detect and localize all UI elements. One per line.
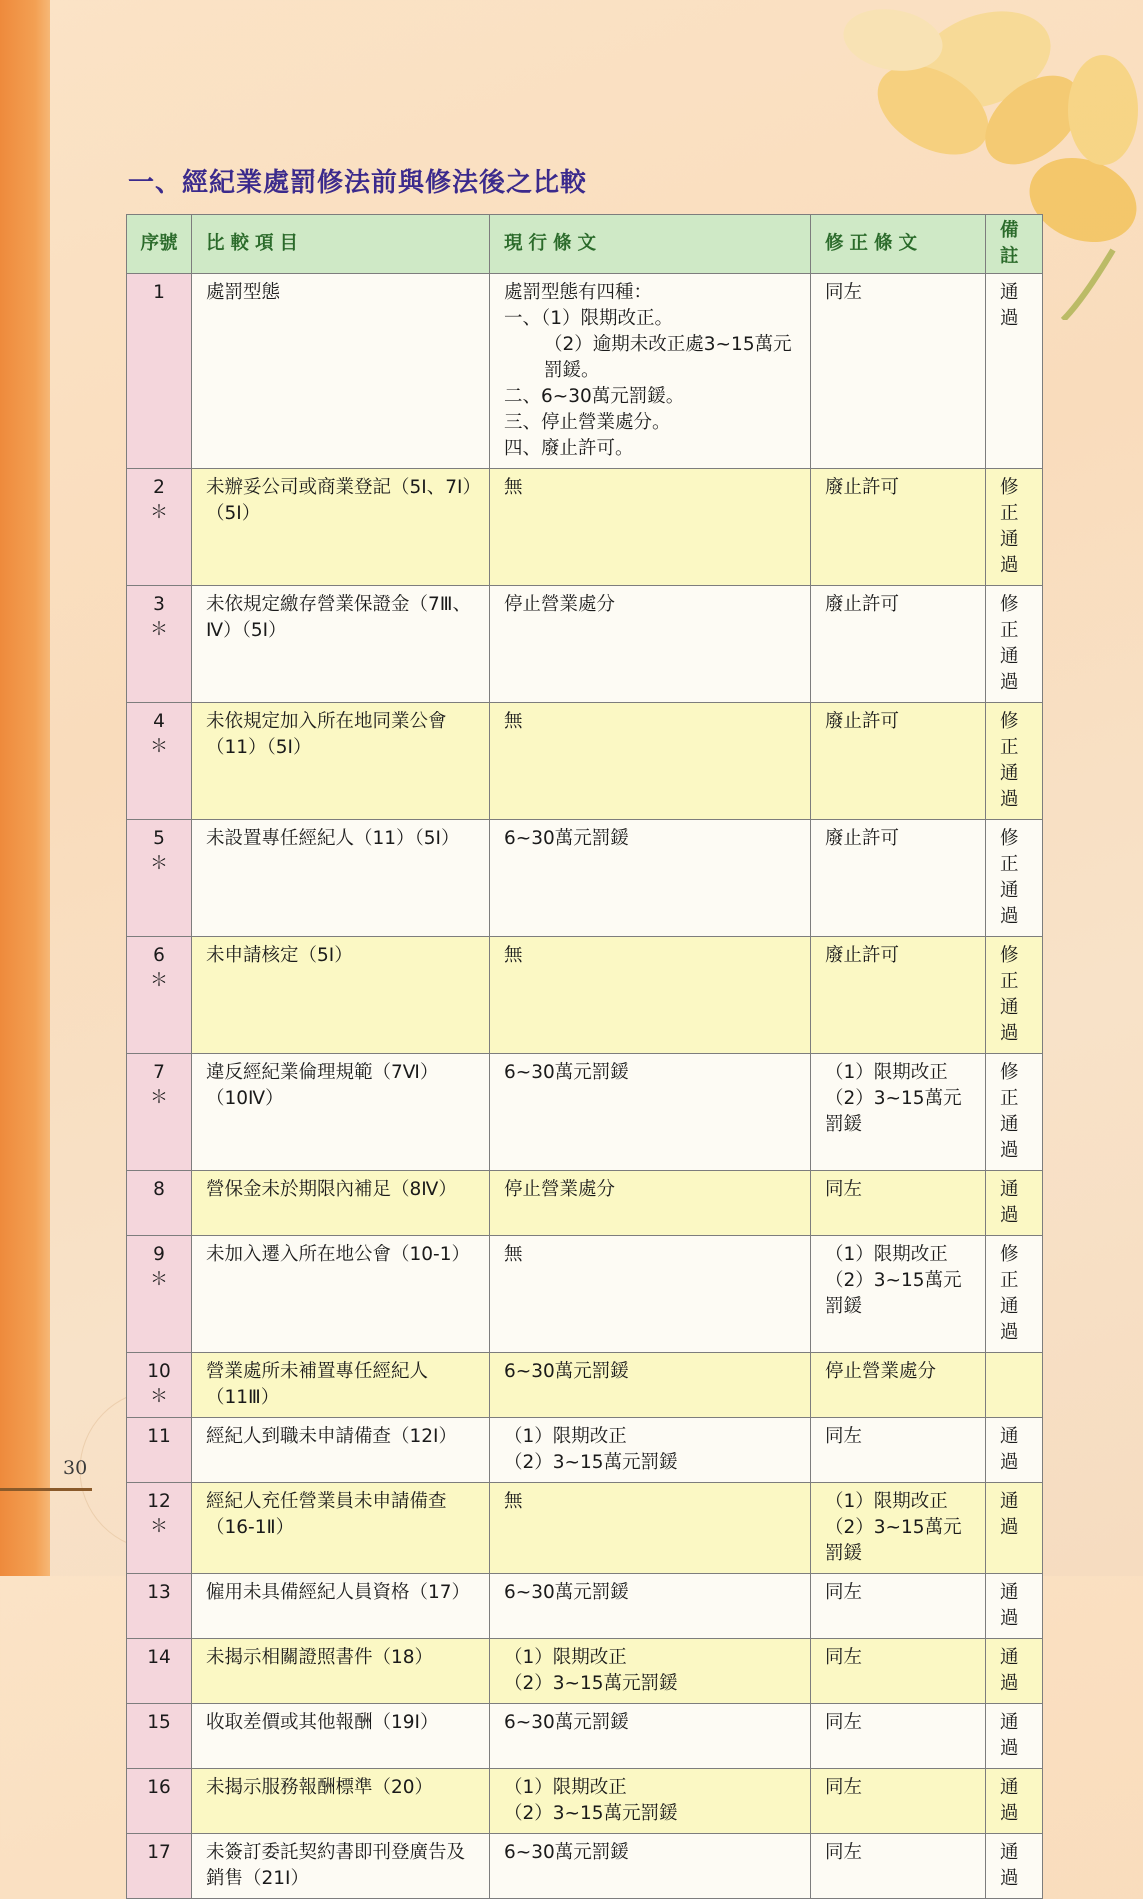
row-note-line: 通過 (1000, 529, 1019, 576)
row-current-line: （1）限期改正 (504, 1426, 627, 1447)
row-star: ＊ (150, 502, 168, 523)
row-seq: 8 (153, 1179, 165, 1200)
page-number: 30 (63, 1457, 88, 1479)
row-current-cell (490, 1834, 811, 1899)
row-seq-cell (127, 1639, 192, 1704)
row-revised-line: 同左 (825, 1712, 863, 1733)
table-row (127, 1171, 1043, 1236)
row-current-cell (490, 274, 811, 469)
row-seq: 1 (153, 282, 165, 303)
row-current-cell (490, 1353, 811, 1418)
table-row (127, 469, 1043, 586)
row-note-cell (986, 1353, 1043, 1418)
row-current-line: （1）限期改正 (504, 1777, 627, 1798)
row-revised-line: （1）限期改正 (825, 1491, 948, 1512)
row-item: 未申請核定（5Ⅰ） (192, 937, 490, 1054)
row-revised-line: （2）3~15萬元罰鍰 (825, 1517, 962, 1564)
row-star: ＊ (150, 1516, 168, 1537)
page-title: 一、經紀業處罰修法前與修法後之比較 (128, 168, 588, 198)
row-note-line: 通過 (1000, 1114, 1019, 1161)
header-item: 比較項目 (192, 215, 490, 274)
row-revised-cell (811, 937, 986, 1054)
row-note-line: 通過 (1000, 1842, 1019, 1889)
row-seq-cell (127, 1574, 192, 1639)
row-note-cell (986, 1171, 1043, 1236)
header-current: 現行條文 (490, 215, 811, 274)
row-seq-cell (127, 586, 192, 703)
left-accent-bar (0, 0, 50, 1576)
row-note-line: 通過 (1000, 282, 1019, 329)
row-current-cell (490, 1704, 811, 1769)
row-note-cell (986, 469, 1043, 586)
row-note-line: 修正 (1000, 594, 1019, 641)
row-seq-cell (127, 1353, 192, 1418)
row-current-cell (490, 1418, 811, 1483)
row-revised-line: 廢止許可 (825, 594, 900, 615)
row-note-cell (986, 1483, 1043, 1574)
row-item: 收取差價或其他報酬（19Ⅰ） (192, 1704, 490, 1769)
row-item: 營保金未於期限內補足（8Ⅳ） (192, 1171, 490, 1236)
row-note-line: 修正 (1000, 945, 1019, 992)
row-revised-cell (811, 1574, 986, 1639)
row-star: ＊ (150, 853, 168, 874)
row-seq: 2 (153, 477, 165, 498)
row-item: 未簽訂委託契約書即刊登廣告及銷售（21Ⅰ） (192, 1834, 490, 1899)
header-seq: 序號 (127, 215, 192, 274)
comparison-table (126, 214, 1043, 1899)
row-note-cell (986, 274, 1043, 469)
row-item: 未設置專任經紀人（11）（5Ⅰ） (192, 820, 490, 937)
row-seq: 14 (147, 1647, 171, 1668)
row-revised-line: 同左 (825, 1842, 863, 1863)
row-seq: 15 (147, 1712, 171, 1733)
row-item: 未加入遷入所在地公會（10-1） (192, 1236, 490, 1353)
row-revised-cell (811, 1054, 986, 1171)
row-note-line: 通過 (1000, 1647, 1019, 1694)
row-note-cell (986, 1054, 1043, 1171)
row-seq-cell (127, 1054, 192, 1171)
row-item: 經紀人到職未申請備查（12Ⅰ） (192, 1418, 490, 1483)
row-seq-cell (127, 703, 192, 820)
row-current-line: 停止營業處分 (504, 594, 616, 615)
row-note-line: 修正 (1000, 477, 1019, 524)
row-current-line: 無 (504, 1491, 523, 1512)
row-seq: 16 (147, 1777, 171, 1798)
row-note-line: 修正 (1000, 828, 1019, 875)
row-note-cell (986, 820, 1043, 937)
table-row (127, 1353, 1043, 1418)
row-star: ＊ (150, 1386, 168, 1407)
row-revised-line: 廢止許可 (825, 477, 900, 498)
row-current-cell (490, 937, 811, 1054)
row-item: 違反經紀業倫理規範（7Ⅵ）（10Ⅳ） (192, 1054, 490, 1171)
row-revised-line: 同左 (825, 1647, 863, 1668)
row-current-line: 6~30萬元罰鍰 (504, 1582, 629, 1603)
row-current-line: 處罰型態有四種： (504, 282, 653, 303)
row-note-cell (986, 1639, 1043, 1704)
table-row (127, 1483, 1043, 1574)
row-revised-line: （1）限期改正 (825, 1244, 948, 1265)
table-header-row (127, 215, 1043, 274)
row-item: 處罰型態 (192, 274, 490, 469)
table-row (127, 1418, 1043, 1483)
row-revised-line: 同左 (825, 1179, 863, 1200)
row-note-cell (986, 1418, 1043, 1483)
row-note-line: 通過 (1000, 1296, 1019, 1343)
row-note-cell (986, 1834, 1043, 1899)
row-revised-cell (811, 1834, 986, 1899)
table-row (127, 820, 1043, 937)
row-star: ＊ (150, 1087, 168, 1108)
row-revised-cell (811, 1171, 986, 1236)
row-revised-cell (811, 820, 986, 937)
row-current-cell (490, 469, 811, 586)
row-note-line: 修正 (1000, 711, 1019, 758)
row-seq: 6 (153, 945, 165, 966)
row-seq: 13 (147, 1582, 171, 1603)
row-seq: 12 (147, 1491, 171, 1512)
row-note-cell (986, 586, 1043, 703)
row-current-line: 一、（1）限期改正。 (504, 308, 674, 329)
row-revised-cell (811, 586, 986, 703)
row-current-line: 無 (504, 711, 523, 732)
row-item: 未依規定繳存營業保證金（7Ⅲ、Ⅳ）（5Ⅰ） (192, 586, 490, 703)
row-current-line: 無 (504, 945, 523, 966)
row-current-cell (490, 703, 811, 820)
row-note-cell (986, 1574, 1043, 1639)
table-row (127, 1704, 1043, 1769)
table-row (127, 1834, 1043, 1899)
page-number-rule (0, 1488, 92, 1491)
table-row (127, 703, 1043, 820)
row-current-cell (490, 1171, 811, 1236)
row-star: ＊ (150, 619, 168, 640)
row-current-line: （2）3~15萬元罰鍰 (504, 1452, 678, 1473)
row-seq: 10 (147, 1361, 171, 1382)
table-row (127, 1639, 1043, 1704)
row-seq-cell (127, 1769, 192, 1834)
row-revised-cell (811, 1639, 986, 1704)
row-revised-line: 同左 (825, 1426, 863, 1447)
row-current-cell (490, 586, 811, 703)
row-seq-cell (127, 1483, 192, 1574)
row-note-line: 通過 (1000, 763, 1019, 810)
row-current-line: 停止營業處分 (504, 1179, 616, 1200)
row-current-line: 四、廢止許可。 (504, 438, 634, 459)
row-seq-cell (127, 1236, 192, 1353)
row-note-line: 修正 (1000, 1062, 1019, 1109)
row-revised-cell (811, 469, 986, 586)
row-note-line: 通過 (1000, 1712, 1019, 1759)
row-seq: 17 (147, 1842, 171, 1863)
row-current-line: 6~30萬元罰鍰 (504, 1361, 629, 1382)
row-current-line: 6~30萬元罰鍰 (504, 1062, 629, 1083)
row-note-line: 通過 (1000, 1491, 1019, 1538)
row-revised-line: （1）限期改正 (825, 1062, 948, 1083)
row-current-line: （2）3~15萬元罰鍰 (504, 1803, 678, 1824)
row-current-line: 6~30萬元罰鍰 (504, 1712, 629, 1733)
row-note-line: 通過 (1000, 1179, 1019, 1226)
table-body (127, 274, 1043, 1899)
row-revised-line: （2）3~15萬元罰鍰 (825, 1270, 962, 1317)
row-current-line: 無 (504, 1244, 523, 1265)
row-note-cell (986, 1236, 1043, 1353)
row-current-line: （1）限期改正 (504, 1647, 627, 1668)
row-current-line: 6~30萬元罰鍰 (504, 828, 629, 849)
row-revised-cell (811, 274, 986, 469)
row-seq-cell (127, 820, 192, 937)
row-note-cell (986, 937, 1043, 1054)
row-current-line: （2）逾期未改正處3~15萬元罰鍰。 (544, 334, 792, 381)
row-item: 經紀人充任營業員未申請備查（16-1Ⅱ） (192, 1483, 490, 1574)
row-item: 未依規定加入所在地同業公會（11）（5Ⅰ） (192, 703, 490, 820)
row-current-cell (490, 1483, 811, 1574)
row-revised-line: 廢止許可 (825, 945, 900, 966)
row-star: ＊ (150, 1269, 168, 1290)
row-item: 未揭示相關證照書件（18） (192, 1639, 490, 1704)
row-current-cell (490, 1769, 811, 1834)
row-seq: 7 (153, 1062, 165, 1083)
row-current-cell (490, 1054, 811, 1171)
row-item: 未揭示服務報酬標準（20） (192, 1769, 490, 1834)
row-seq: 11 (147, 1426, 171, 1447)
table-row (127, 1574, 1043, 1639)
row-revised-line: 廢止許可 (825, 711, 900, 732)
row-star: ＊ (150, 736, 168, 757)
row-seq: 4 (153, 711, 165, 732)
row-seq-cell (127, 937, 192, 1054)
row-revised-cell (811, 1418, 986, 1483)
header-note: 備註 (986, 215, 1043, 274)
row-note-cell (986, 703, 1043, 820)
table-row (127, 1054, 1043, 1171)
row-note-line: 通過 (1000, 997, 1019, 1044)
row-current-line: （2）3~15萬元罰鍰 (504, 1673, 678, 1694)
row-note-line: 通過 (1000, 646, 1019, 693)
row-item: 營業處所未補置專任經紀人（11Ⅲ） (192, 1353, 490, 1418)
row-note-line: 通過 (1000, 1582, 1019, 1629)
row-revised-cell (811, 703, 986, 820)
row-seq-cell (127, 469, 192, 586)
row-revised-line: 停止營業處分 (825, 1361, 937, 1382)
row-item: 未辦妥公司或商業登記（5Ⅰ、7Ⅰ）（5Ⅰ） (192, 469, 490, 586)
row-revised-cell (811, 1236, 986, 1353)
row-seq: 5 (153, 828, 165, 849)
table-row (127, 1769, 1043, 1834)
row-seq-cell (127, 1171, 192, 1236)
row-revised-cell (811, 1704, 986, 1769)
row-revised-cell (811, 1353, 986, 1418)
row-note-line: 通過 (1000, 880, 1019, 927)
row-note-line: 通過 (1000, 1777, 1019, 1824)
row-revised-line: （2）3~15萬元罰鍰 (825, 1088, 962, 1135)
table-row (127, 937, 1043, 1054)
row-current-line: 三、停止營業處分。 (504, 412, 671, 433)
row-seq-cell (127, 1704, 192, 1769)
row-seq-cell (127, 1418, 192, 1483)
table-row (127, 586, 1043, 703)
row-revised-line: 廢止許可 (825, 828, 900, 849)
row-current-line: 無 (504, 477, 523, 498)
header-revised: 修正條文 (811, 215, 986, 274)
row-current-cell (490, 1236, 811, 1353)
row-star: ＊ (150, 970, 168, 991)
row-revised-cell (811, 1769, 986, 1834)
row-seq-cell (127, 274, 192, 469)
row-note-line: 修正 (1000, 1244, 1019, 1291)
row-current-cell (490, 1574, 811, 1639)
table-row (127, 1236, 1043, 1353)
table-row (127, 274, 1043, 469)
row-current-cell (490, 820, 811, 937)
row-current-line: 6~30萬元罰鍰 (504, 1842, 629, 1863)
row-note-cell (986, 1769, 1043, 1834)
row-note-line: 通過 (1000, 1426, 1019, 1473)
row-revised-line: 同左 (825, 282, 863, 303)
row-current-line: 二、6~30萬元罰鍰。 (504, 386, 685, 407)
row-revised-line: 同左 (825, 1582, 863, 1603)
row-current-cell (490, 1639, 811, 1704)
row-seq: 9 (153, 1244, 165, 1265)
row-note-cell (986, 1704, 1043, 1769)
row-seq-cell (127, 1834, 192, 1899)
row-revised-cell (811, 1483, 986, 1574)
row-seq: 3 (153, 594, 165, 615)
row-item: 僱用未具備經紀人員資格（17） (192, 1574, 490, 1639)
row-revised-line: 同左 (825, 1777, 863, 1798)
